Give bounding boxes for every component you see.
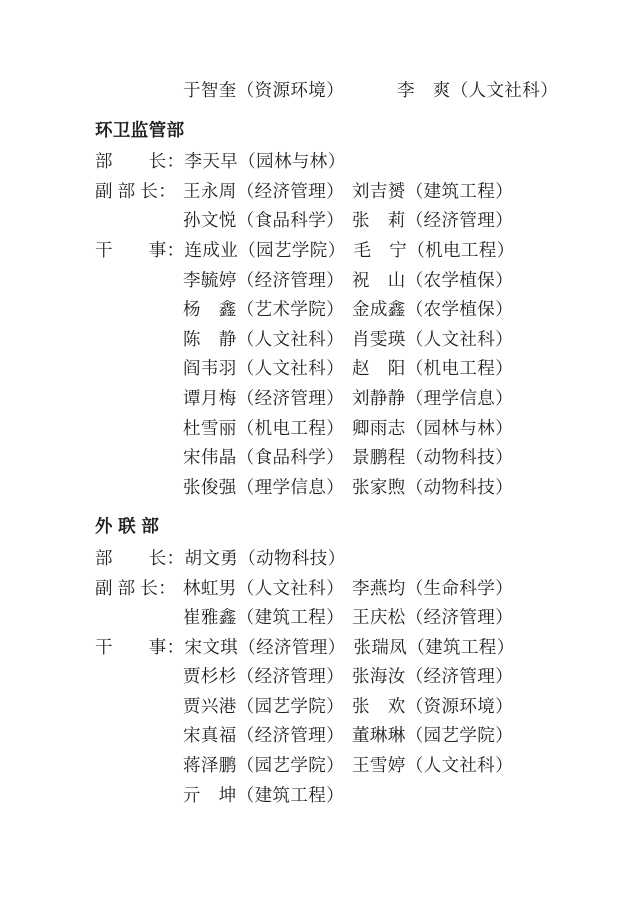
member-entry: 张瑞凤（建筑工程）: [353, 636, 515, 657]
label-spacer: [95, 721, 183, 751]
member-row: [95, 633, 640, 663]
member-row: [95, 354, 640, 384]
member-entry: 李 爽（人文社科）: [397, 80, 559, 100]
section-title-sanitation-dept: 环卫监管部: [95, 119, 185, 140]
member-entry: 董琳琳（园艺学院）: [352, 725, 514, 746]
label-spacer: [95, 603, 183, 633]
label-spacer: [95, 781, 183, 811]
label-spacer: [95, 751, 183, 781]
label-spacer: [95, 692, 183, 722]
label-spacer: [95, 662, 183, 692]
member-row: [95, 325, 640, 355]
member-row: [95, 473, 640, 503]
member-entry: 赵 阳（机电工程）: [352, 358, 514, 379]
member-entry: 崔雅鑫（建筑工程）: [183, 607, 345, 628]
member-entry: 林虹男（人文社科）: [183, 577, 345, 598]
member-entry: 李燕均（生命科学）: [352, 577, 514, 598]
member-entry: 宋伟晶（食品科学）: [183, 447, 345, 468]
member-row: [95, 781, 640, 811]
member-row: [95, 751, 640, 781]
member-entry: 李毓婷（经济管理）: [183, 269, 345, 290]
member-entry: 刘静静（理学信息）: [352, 387, 514, 408]
member-entry: 亓 坤（建筑工程）: [183, 784, 345, 805]
member-row: [95, 295, 640, 325]
member-entry: 宋文琪（经济管理）: [184, 636, 346, 657]
member-entry: 肖雯瑛（人文社科）: [352, 328, 514, 349]
label-spacer: [95, 295, 183, 325]
member-entry: 王雪婷（人文社科）: [352, 755, 514, 776]
member-entry: 宋真福（经济管理）: [183, 725, 345, 746]
label-spacer: [95, 354, 183, 384]
member-entry: 贾杉杉（经济管理）: [183, 666, 345, 687]
role-label: 副 部 长：: [95, 180, 177, 201]
role-label: 干 事：: [95, 636, 185, 657]
member-row: [95, 603, 640, 633]
member-row: [95, 544, 640, 574]
member-entry: 连成业（园艺学院）: [184, 239, 346, 260]
member-row: [95, 266, 640, 296]
member-entry: 李天早（园林与林）: [184, 151, 346, 172]
member-entry: 张家煦（动物科技）: [352, 476, 514, 497]
label-spacer: [95, 325, 183, 355]
member-entry: 于智奎（资源环境）: [183, 80, 345, 100]
member-entry: 卿雨志（园林与林）: [352, 417, 514, 438]
label-spacer: [95, 206, 183, 236]
member-row: [95, 414, 640, 444]
member-entry: 王庆松（经济管理）: [352, 607, 514, 628]
member-entry: 胡文勇（动物科技）: [184, 547, 346, 568]
member-entry: 蒋泽鹏（园艺学院）: [183, 755, 345, 776]
member-row: [95, 147, 640, 177]
role-label: 部 长：: [95, 151, 185, 172]
member-entry: 祝 山（农学植保）: [352, 269, 514, 290]
continued-members-row: [95, 76, 640, 106]
member-entry: 刘吉赟（建筑工程）: [352, 180, 514, 201]
member-entry: 杜雪丽（机电工程）: [183, 417, 345, 438]
member-entry: 张 欢（资源环境）: [352, 695, 514, 716]
member-entry: 阎韦羽（人文社科）: [183, 358, 345, 379]
member-entry: 张海汝（经济管理）: [352, 666, 514, 687]
member-entry: 王永周（经济管理）: [183, 180, 345, 201]
member-entry: 陈 静（人文社科）: [183, 328, 345, 349]
member-entry: 杨 鑫（艺术学院）: [183, 299, 345, 320]
member-row: [95, 721, 640, 751]
member-row: [95, 692, 640, 722]
member-entry: 谭月梅（经济管理）: [183, 387, 345, 408]
label-spacer: [95, 473, 183, 503]
label-spacer: [95, 443, 183, 473]
label-spacer: [95, 384, 183, 414]
member-entry: 孙文悦（食品科学）: [183, 210, 345, 231]
member-row: [95, 384, 640, 414]
role-label: 副 部 长：: [95, 577, 177, 598]
member-row: [95, 443, 640, 473]
member-entry: 景鹏程（动物科技）: [352, 447, 514, 468]
member-row: [95, 206, 640, 236]
member-entry: 张俊强（理学信息）: [183, 476, 345, 497]
member-row: [95, 236, 640, 266]
label-spacer: [95, 414, 183, 444]
member-entry: 张 莉（经济管理）: [352, 210, 514, 231]
member-row: [95, 662, 640, 692]
label-spacer: [95, 266, 183, 296]
member-entry: 贾兴港（园艺学院）: [183, 695, 345, 716]
member-entry: 毛 宁（机电工程）: [353, 239, 515, 260]
member-row: [95, 177, 640, 207]
member-row: [95, 574, 640, 604]
member-entry: 金成鑫（农学植保）: [352, 299, 514, 320]
role-label: 干 事：: [95, 239, 185, 260]
section-title-external-relations-dept: 外 联 部: [95, 516, 160, 537]
role-label: 部 长：: [95, 547, 185, 568]
